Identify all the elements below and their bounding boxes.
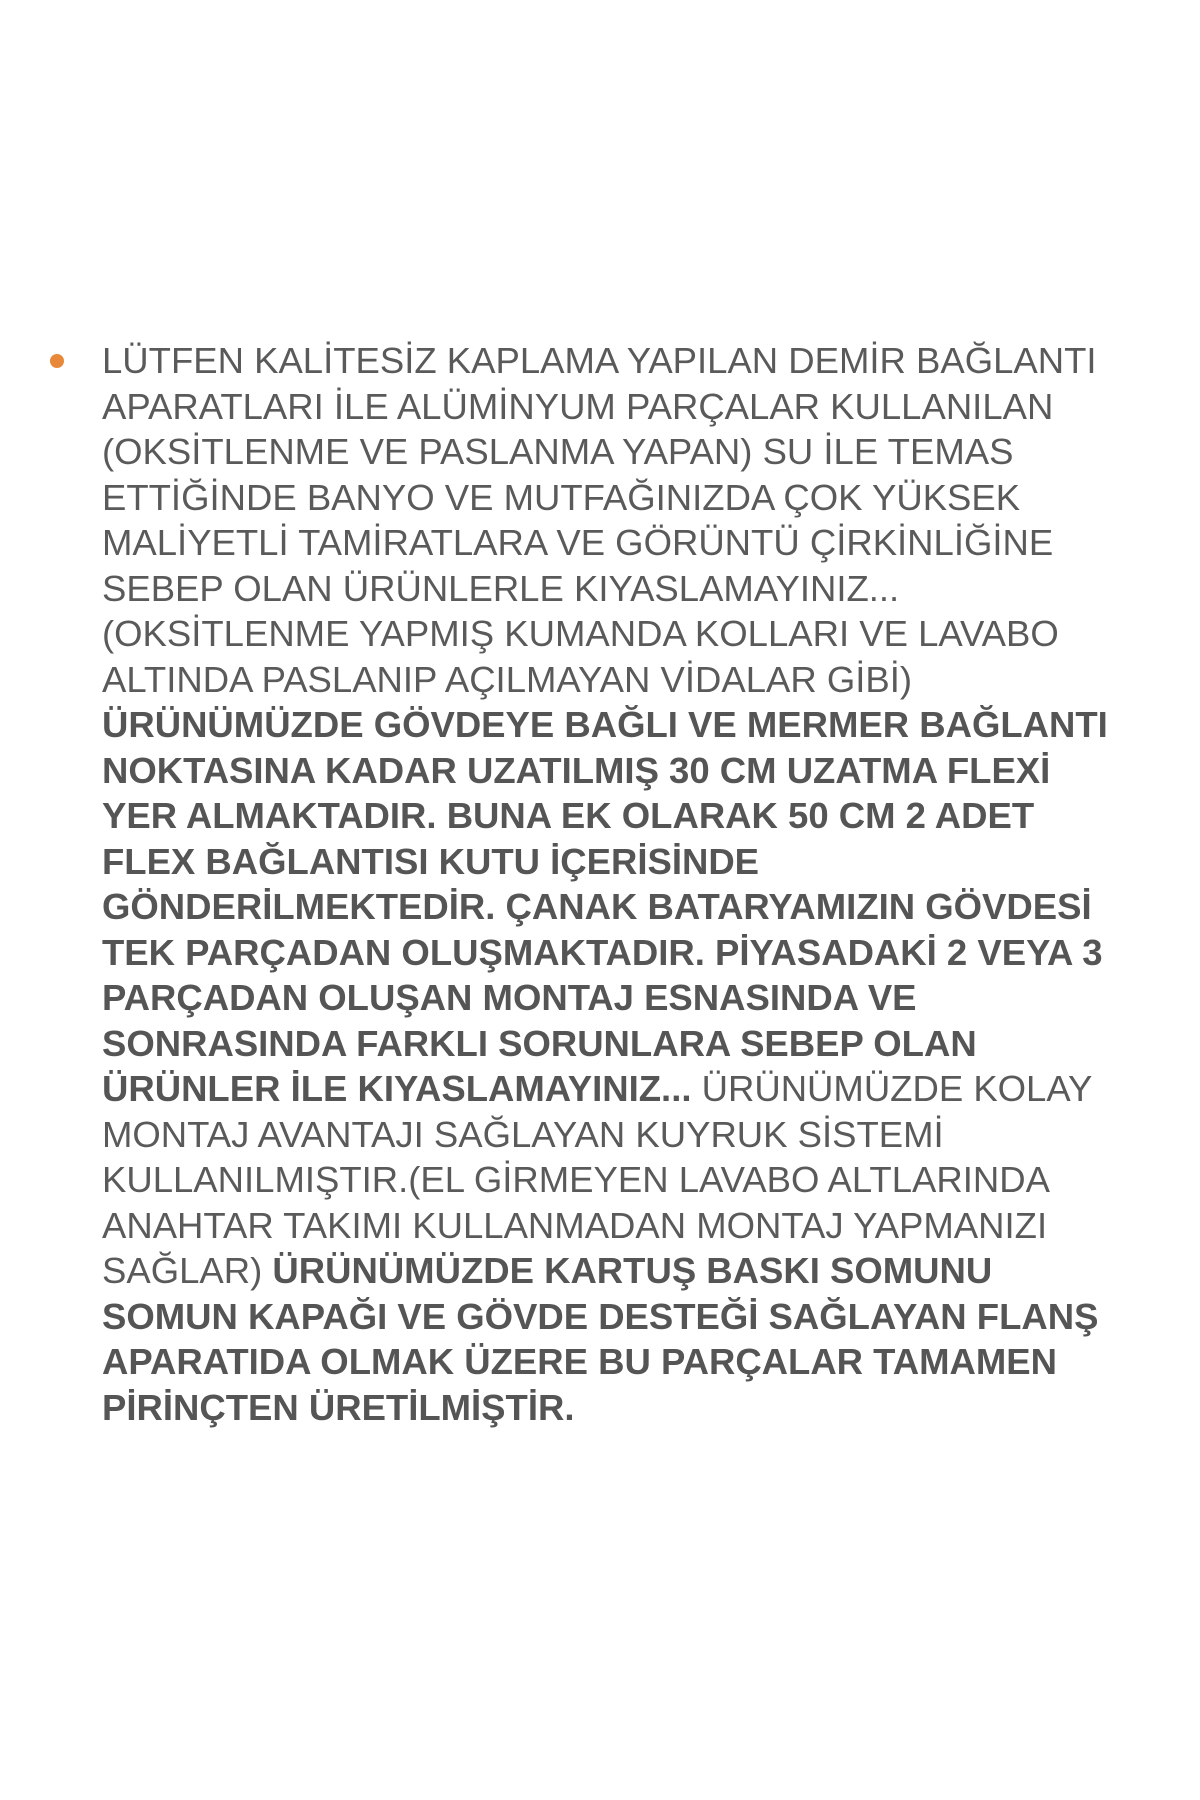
- text-segment: APARATLARI İLE ALÜMİNYUM PARÇALAR KULLANILAN: [102, 385, 1054, 427]
- bold-text-segment: APARATIDA OLMAK ÜZERE BU PARÇALAR TAMAMEN: [102, 1341, 1058, 1382]
- paragraph-line: [102, 748, 1132, 794]
- text-segment: SEBEP OLAN ÜRÜNLERLE KIYASLAMAYINIZ...: [102, 567, 900, 609]
- text-segment: ALTINDA PASLANIP AÇILMAYAN VİDALAR GİBİ): [102, 658, 913, 700]
- paragraph-line: [102, 1339, 1132, 1385]
- paragraph-line: [102, 566, 1132, 612]
- paragraph-line: [102, 1112, 1132, 1158]
- paragraph-line: [102, 429, 1132, 475]
- paragraph-line: [102, 1385, 1132, 1431]
- paragraph-line: [102, 793, 1132, 839]
- bullet-dot-icon: [50, 354, 64, 368]
- paragraph-line: [102, 1203, 1132, 1249]
- product-description-paragraph: [102, 338, 1132, 1430]
- paragraph-line: [102, 338, 1132, 384]
- paragraph-line: [102, 475, 1132, 521]
- text-segment: KULLANILMIŞTIR.(EL GİRMEYEN LAVABO ALTLARINDA: [102, 1159, 1050, 1200]
- bold-text-segment: PARÇADAN OLUŞAN MONTAJ ESNASINDA VE: [102, 977, 917, 1018]
- bold-text-segment: FLEX BAĞLANTISI KUTU İÇERİSİNDE: [102, 840, 760, 882]
- paragraph-line: [102, 657, 1132, 703]
- text-segment: (OKSİTLENME YAPMIŞ KUMANDA KOLLARI VE LAVABO: [102, 613, 1059, 654]
- paragraph-line: [102, 702, 1132, 748]
- paragraph-line: [102, 1248, 1132, 1294]
- paragraph-line: [102, 884, 1132, 930]
- bold-text-segment: ÜRÜNLER İLE KIYASLAMAYINIZ...: [102, 1068, 692, 1109]
- text-segment: (OKSİTLENME VE PASLANMA YAPAN) SU İLE TEMAS: [102, 431, 1014, 472]
- bold-text-segment: NOKTASINA KADAR UZATILMIŞ 30 CM UZATMA FLEXİ: [102, 749, 1051, 791]
- paragraph-line: [102, 1157, 1132, 1203]
- text-segment: MONTAJ AVANTAJI SAĞLAYAN KUYRUK SİSTEMİ: [102, 1113, 944, 1155]
- paragraph-line: [102, 975, 1132, 1021]
- text-segment: SAĞLAR): [102, 1250, 273, 1291]
- paragraph-line: [102, 930, 1132, 976]
- text-segment: ANAHTAR TAKIMI KULLANMADAN MONTAJ YAPMANIZI: [102, 1204, 1048, 1246]
- bold-text-segment: SOMUN KAPAĞI VE GÖVDE DESTEĞİ SAĞLAYAN FLANŞ: [102, 1295, 1099, 1337]
- bold-text-segment: TEK PARÇADAN OLUŞMAKTADIR. PİYASADAKİ 2 VEYA 3: [102, 931, 1103, 973]
- bold-text-segment: ÜRÜNÜMÜZDE GÖVDEYE BAĞLI VE MERMER BAĞLANTI: [102, 704, 1108, 745]
- bold-text-segment: YER ALMAKTADIR. BUNA EK OLARAK 50 CM 2 ADET: [102, 795, 1035, 836]
- paragraph-line: [102, 1066, 1132, 1112]
- paragraph-line: [102, 839, 1132, 885]
- paragraph-line: [102, 611, 1132, 657]
- bold-text-segment: GÖNDERİLMEKTEDİR. ÇANAK BATARYAMIZIN GÖVDESİ: [102, 886, 1092, 927]
- paragraph-line: [102, 1021, 1132, 1067]
- paragraph-line: [102, 520, 1132, 566]
- text-segment: ETTİĞİNDE BANYO VE MUTFAĞINIZDA ÇOK YÜKSEK: [102, 476, 1021, 518]
- text-segment: MALİYETLİ TAMİRATLARA VE GÖRÜNTÜ ÇİRKİNLİĞİNE: [102, 522, 1054, 563]
- paragraph-line: [102, 1294, 1132, 1340]
- bold-text-segment: ÜRÜNÜMÜZDE KARTUŞ BASKI SOMUNU: [272, 1250, 993, 1291]
- text-segment: LÜTFEN KALİTESİZ KAPLAMA YAPILAN DEMİR BAĞLANTI: [102, 340, 1097, 381]
- paragraph-line: [102, 384, 1132, 430]
- text-segment: ÜRÜNÜMÜZDE KOLAY: [691, 1068, 1093, 1109]
- bullet-list-item: [102, 338, 1132, 1430]
- bold-text-segment: SONRASINDA FARKLI SORUNLARA SEBEP OLAN: [102, 1022, 977, 1064]
- bold-text-segment: PİRİNÇTEN ÜRETİLMİŞTİR.: [102, 1386, 575, 1428]
